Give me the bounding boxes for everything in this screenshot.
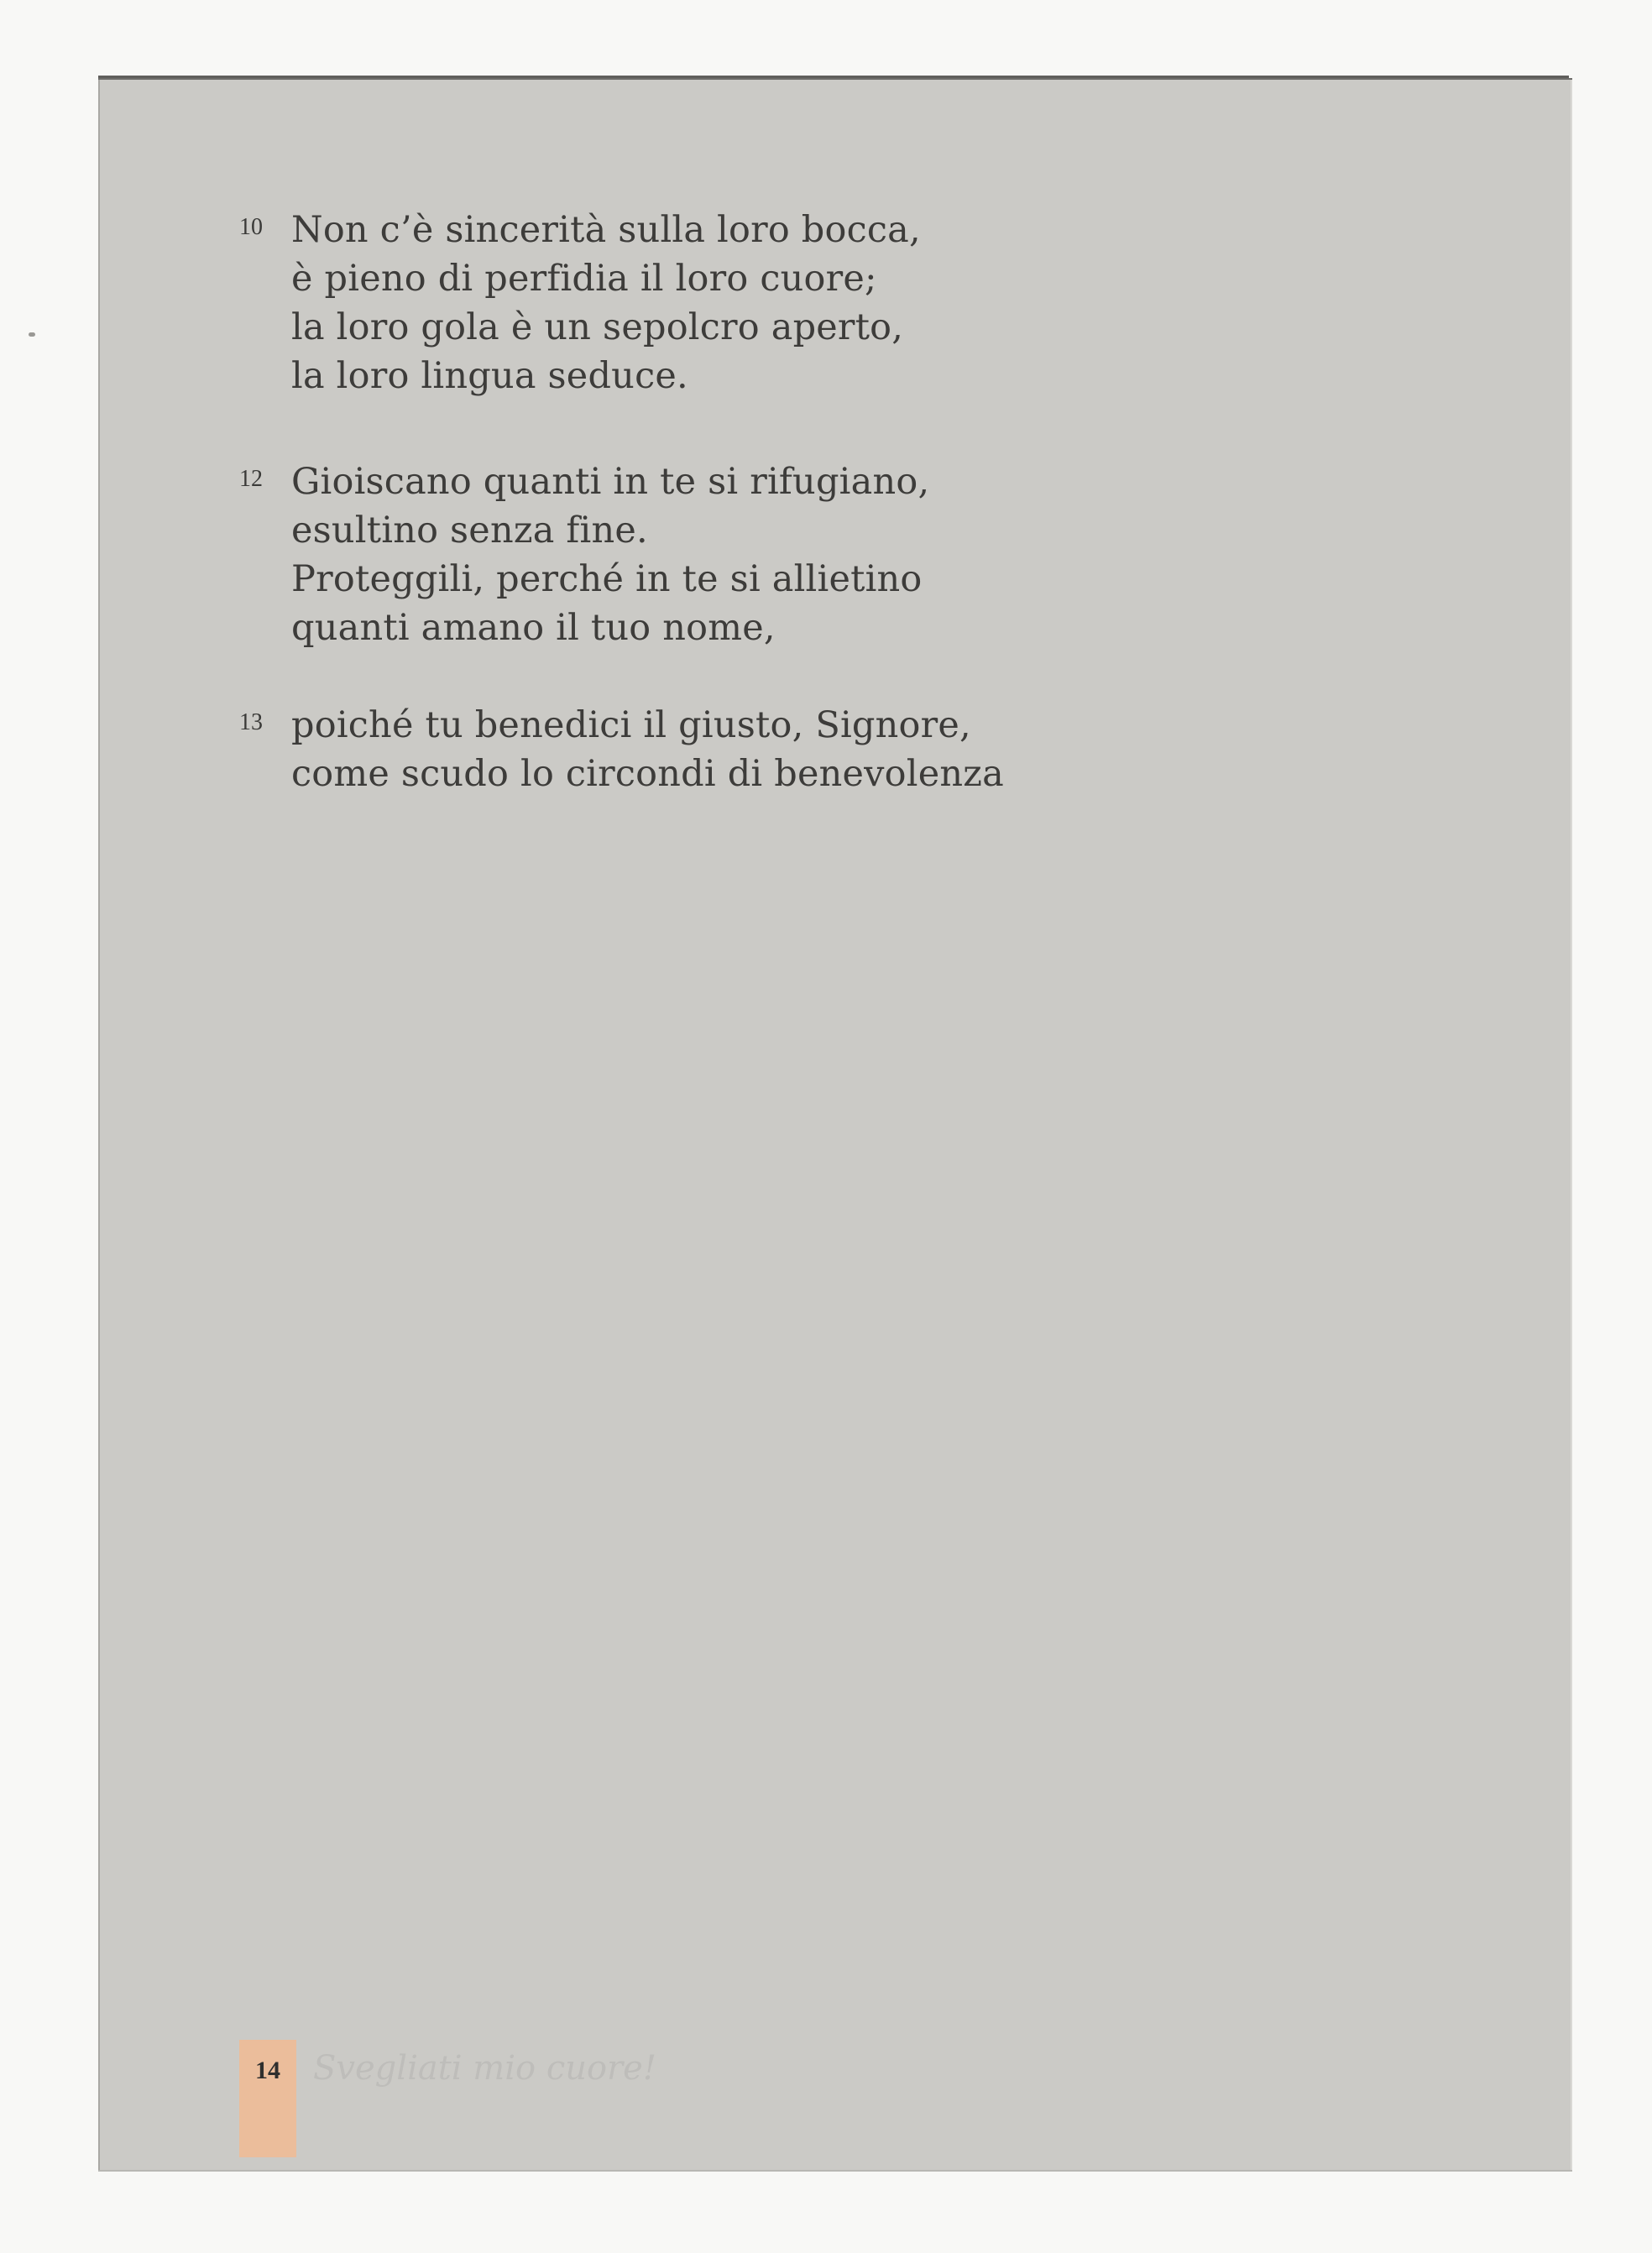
book-page [98,80,1572,2170]
verse-line: Non c’è sincerità sulla loro bocca, [291,209,921,251]
verse-line: la loro gola è un sepolcro aperto, [291,306,904,348]
dust-speck [29,332,35,337]
verse-line: è pieno di perfidia il loro cuore; [291,258,877,300]
verse-number: 10 [239,214,263,240]
verse-number: 12 [239,466,263,492]
page-number-tab [239,2040,296,2157]
verse-number: 13 [239,709,263,735]
stanza-lines [291,701,1299,798]
verse-line: come scudo lo circondi di benevolenza [291,753,1004,795]
verse-line: Gioiscano quanti in te si rifugiano, [291,461,930,503]
page-number: 14 [255,2057,280,2084]
verse-line: poiché tu benedici il giusto, Signore, [291,704,971,746]
verse-line: Proteggili, perché in te si allietino [291,558,923,600]
verse-line: quanti amano il tuo nome, [291,607,776,649]
verse-line: esultino senza fine. [291,510,648,551]
running-title: Svegliati mio cuore! [313,2049,656,2088]
stanza-lines [291,457,1299,652]
verse-line: la loro lingua seduce. [291,355,688,397]
stanza-lines [291,206,1299,400]
